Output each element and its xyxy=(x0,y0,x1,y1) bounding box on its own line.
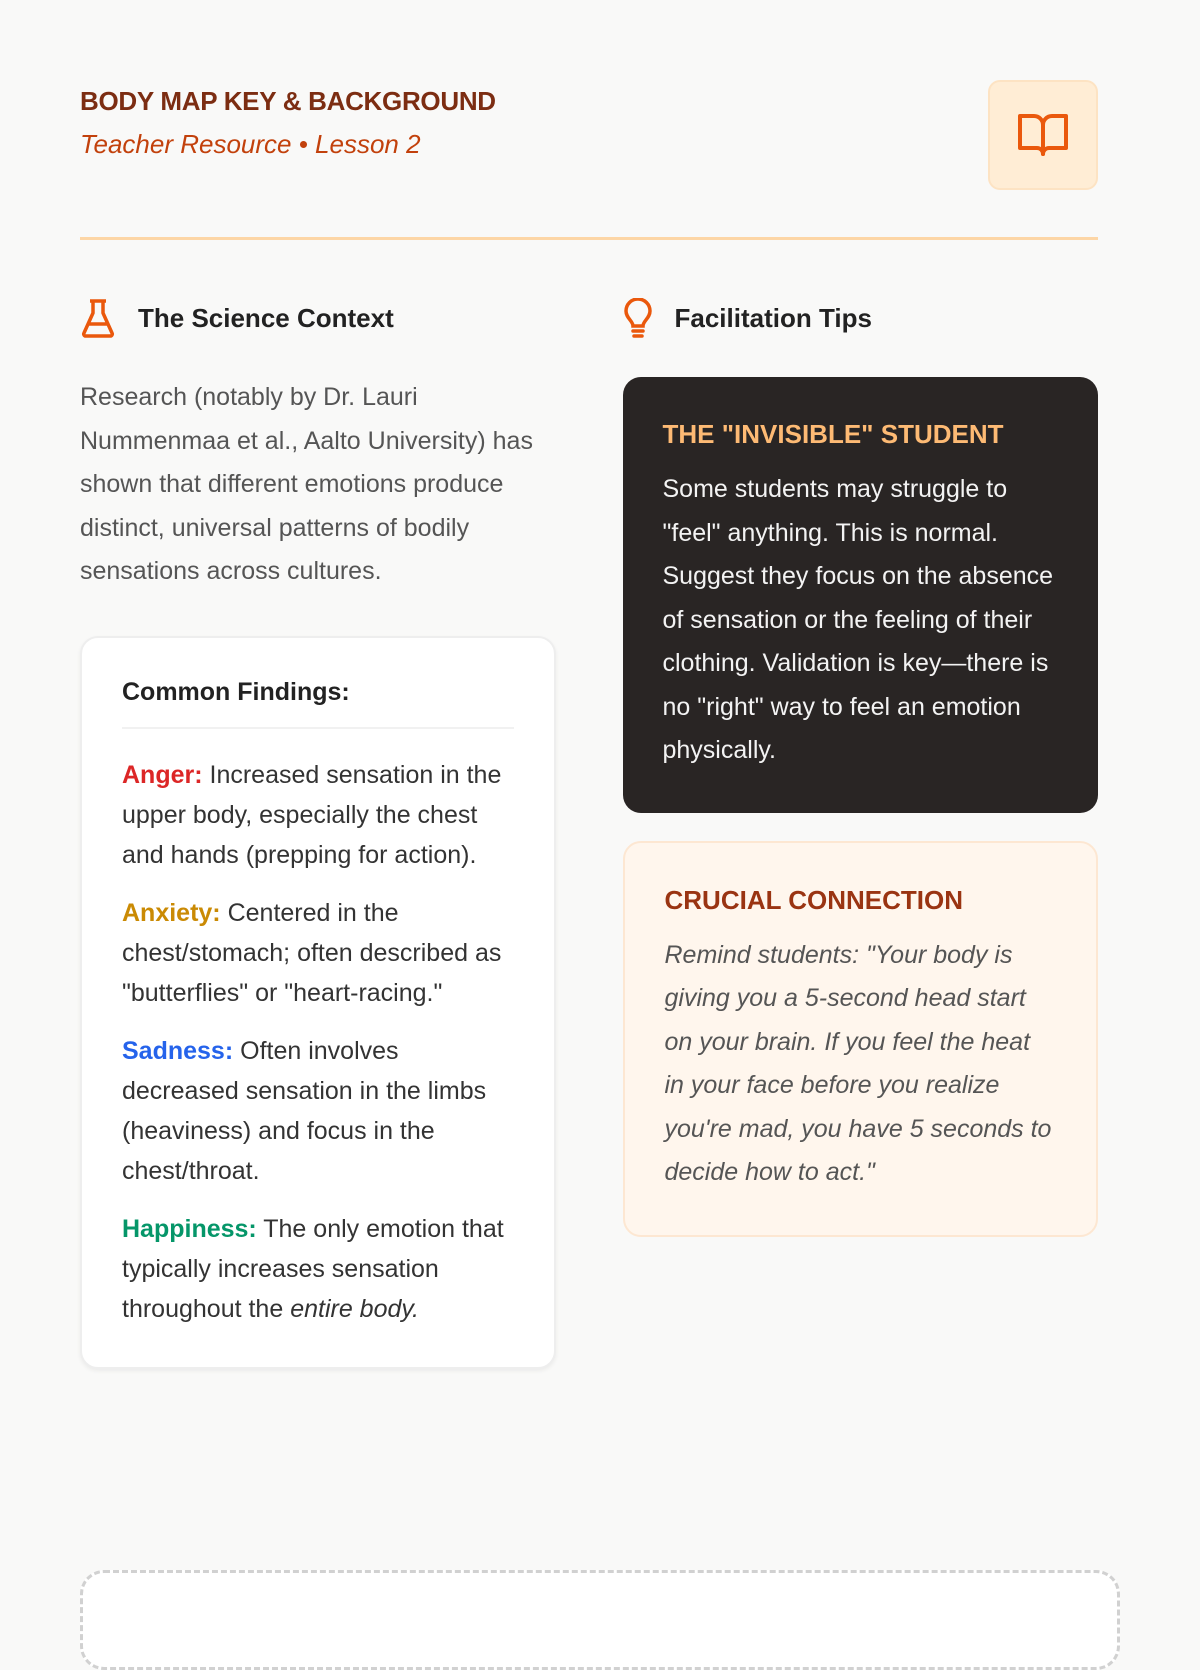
science-heading: The Science Context xyxy=(138,302,394,333)
page-subtitle: Teacher Resource • Lesson 2 xyxy=(80,129,421,159)
dashed-section-box xyxy=(80,1570,1120,1670)
crucial-connection-card xyxy=(623,841,1099,1237)
page-header xyxy=(80,80,1098,240)
science-column xyxy=(80,296,556,1369)
lightbulb-icon xyxy=(623,298,653,338)
common-findings-card xyxy=(80,636,556,1369)
science-intro: Research (notably by Dr. Lauri Nummenmaa et al., Aalto University) has shown that different emotions produce distinct, universal patterns of bodily sensations across cultures. xyxy=(80,383,533,585)
tips-column xyxy=(623,296,1099,1369)
finding-sadness: Sadness: Often involves decreased sensation in the limbs (heaviness) and focus in the chest/throat. xyxy=(122,1036,487,1185)
invisible-title: THE "INVISIBLE" STUDENT xyxy=(662,419,1004,449)
findings-title: Common Findings: xyxy=(122,678,514,729)
page-title: BODY MAP KEY & BACKGROUND xyxy=(80,86,496,116)
invisible-student-card xyxy=(623,377,1099,813)
crucial-title: CRUCIAL CONNECTION xyxy=(664,884,964,915)
finding-anxiety: Anxiety: Centered in the chest/stomach; often described as "butterflies" or "heart-racing." xyxy=(122,898,502,1007)
book-open-icon xyxy=(988,80,1098,190)
tips-heading: Facilitation Tips xyxy=(674,302,872,333)
crucial-text: Remind students: "Your body is giving you a 5-second head start on your brain. If you feel the heat in your face before you realize you're mad, you have 5 seconds to decide how to act." xyxy=(664,940,1052,1186)
invisible-text: Some students may struggle to "feel" anything. This is normal. Suggest they focus on the absence of sensation or the feeling of their clothing. Validation is key—there is no "right" way to feel an emotion physically. xyxy=(662,475,1054,764)
flask-icon xyxy=(80,298,116,338)
finding-happiness: Happiness: The only emotion that typically increases sensation throughout the entire body. xyxy=(122,1214,504,1323)
finding-anger: Anger: Increased sensation in the upper body, especially the chest and hands (prepping for action). xyxy=(122,760,502,869)
